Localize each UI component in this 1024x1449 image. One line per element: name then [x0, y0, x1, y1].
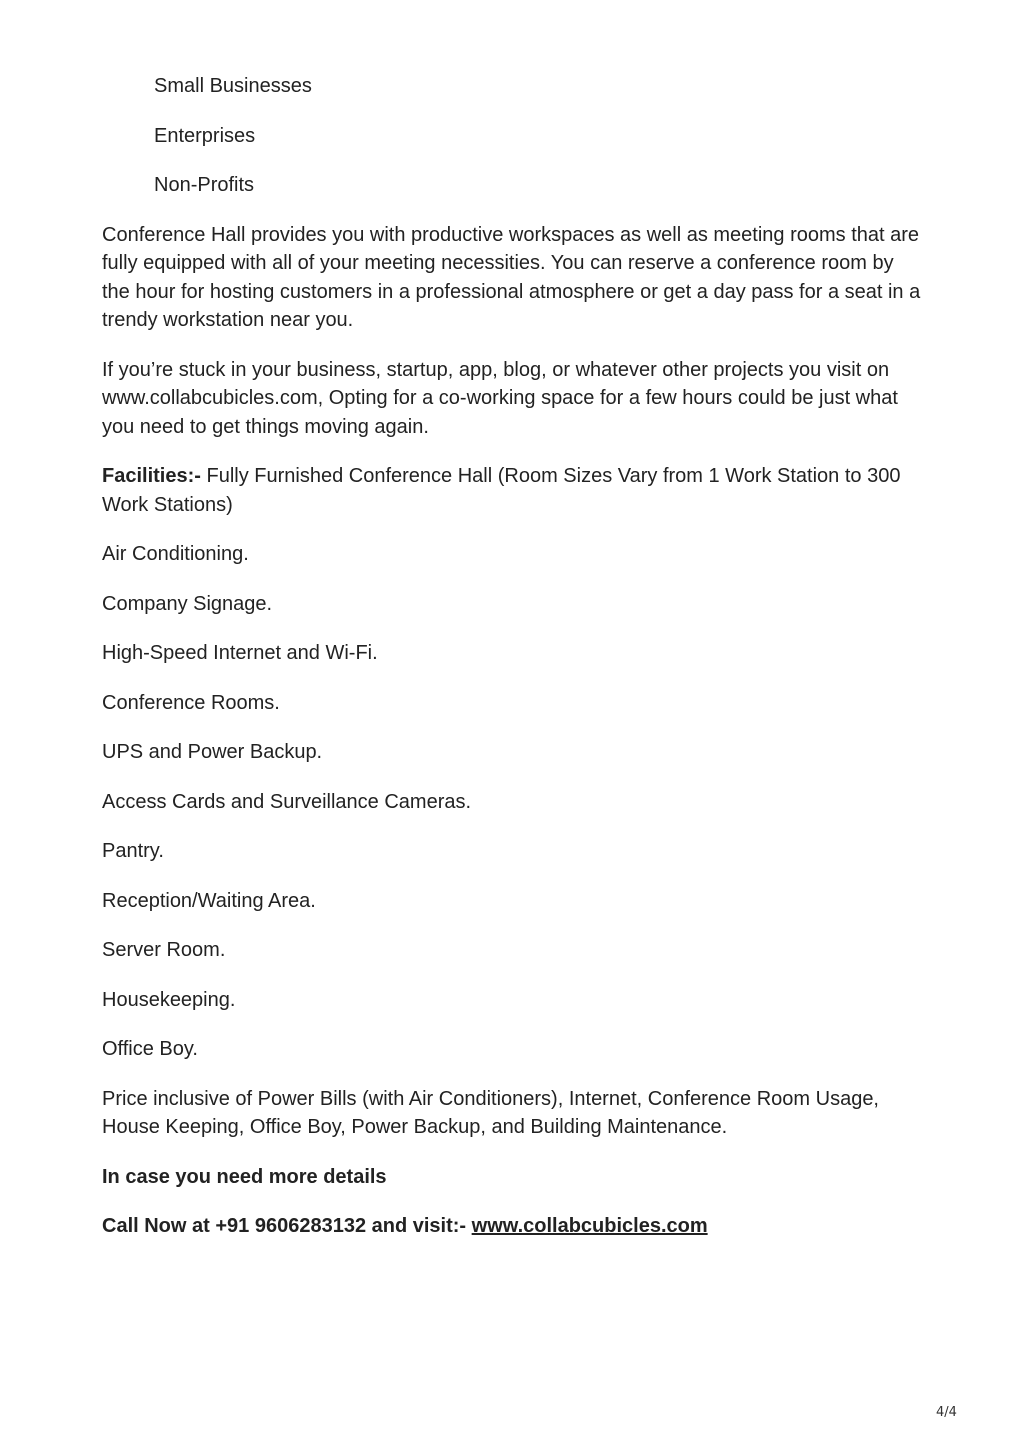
facilities-text: Fully Furnished Conference Hall (Room Sizes Vary from 1 Work Station to 300 Work Stations): [102, 465, 901, 516]
facility-item-access-cards-cameras: Access Cards and Surveillance Cameras.: [102, 790, 472, 813]
facility-item-server-room: Server Room.: [102, 939, 226, 961]
facility-item-ups-power-backup: UPS and Power Backup.: [102, 741, 323, 763]
details-heading: In case you need more details: [102, 1165, 387, 1188]
facilities-paragraph: [102, 462, 922, 519]
facility-item-internet-wifi: High-Speed Internet and Wi-Fi.: [102, 642, 378, 664]
audience-item-enterprises: Enterprises: [154, 124, 256, 147]
facility-item-air-conditioning: Air Conditioning.: [102, 543, 249, 565]
facility-item-office-boy: Office Boy.: [102, 1038, 198, 1060]
facilities-label: Facilities:-: [102, 465, 201, 487]
page-content: [102, 72, 922, 1262]
facility-item-company-signage: Company Signage.: [102, 592, 273, 615]
facility-item-conference-rooms: Conference Rooms.: [102, 691, 280, 714]
facility-item-housekeeping: Housekeeping.: [102, 988, 236, 1011]
price-note: Price inclusive of Power Bills (with Air Conditioners), Internet, Conference Room Usage, House Keeping, Office Boy, Power Backup, and Building Maintenance.: [102, 1087, 879, 1138]
audience-item-small-businesses: Small Businesses: [154, 75, 312, 97]
call-text: Call Now at +91 9606283132 and visit:-: [102, 1215, 472, 1237]
intro-paragraph: Conference Hall provides you with productive workspaces as well as meeting rooms that are fully equipped with all of your meeting necessities. You can reserve a conference room by the hour for hosting customers in a professional atmosphere or get a day pass for a seat in a trendy workstation near you.: [102, 223, 921, 331]
page-number: 4/4: [936, 1405, 957, 1420]
stuck-paragraph: If you’re stuck in your business, startup, app, blog, or whatever other projects you visit on www.collabcubicles.com, Opting for a co-working space for a few hours could be just what you need to get things moving again.: [102, 358, 898, 438]
call-line: [102, 1212, 922, 1241]
website-link[interactable]: www.collabcubicles.com: [471, 1215, 708, 1237]
facility-item-reception: Reception/Waiting Area.: [102, 889, 316, 912]
audience-item-non-profits: Non-Profits: [154, 174, 255, 196]
facility-item-pantry: Pantry.: [102, 840, 164, 862]
